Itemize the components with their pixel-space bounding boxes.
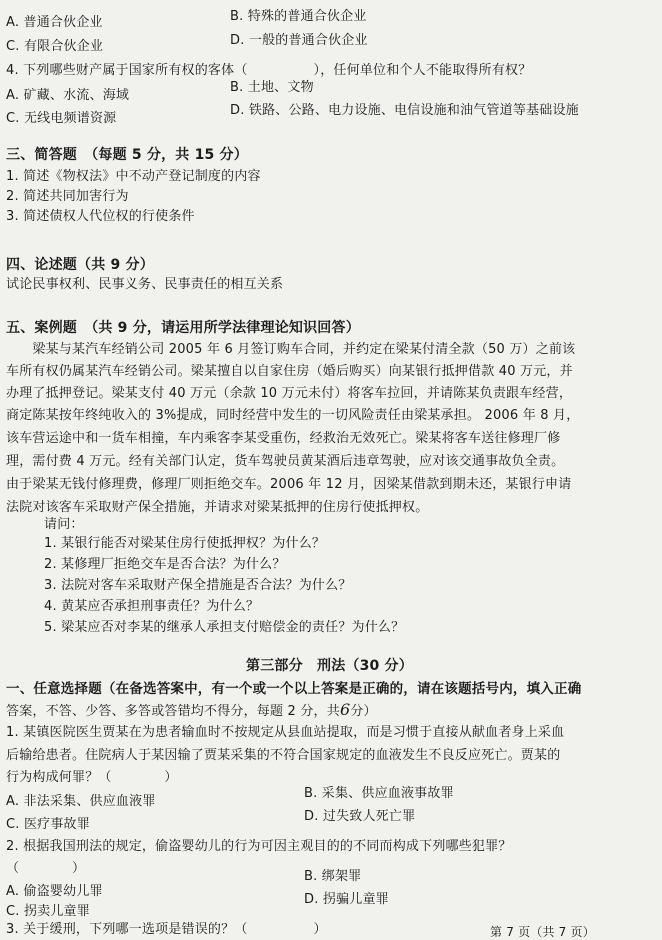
question-4-stem: 4. 下列哪些财产属于国家所有权的客体（ ），任何单位和个人不能取得所有权？ [6, 63, 532, 78]
section-3-item-3: 3. 简述债权人代位权的行使条件 [6, 209, 195, 224]
section-5-heading: 五、案例题 （共 9 分，请运用所学法律理论知识回答） [6, 320, 360, 336]
crim-q1-option-b: B. 采集、供应血液事故罪 [304, 786, 454, 801]
mc-heading-line-2 [6, 702, 377, 720]
option-d: D. 一般的普通合伙企业 [230, 33, 368, 48]
section-4-body: 试论民事权利、民事义务、民事责任的相互关系 [6, 277, 284, 292]
section-3-item-2: 2. 简述共同加害行为 [6, 189, 129, 204]
crim-q2-option-b: B. 绑架罪 [304, 869, 362, 884]
page-footer: 第 7 页（共 7 页） [490, 925, 595, 939]
case-line-7: 由于梁某无钱付修理费，修理厂则拒绝交车。2006 年 12 月，因梁某借款到期未还，某银行申请 [6, 477, 572, 492]
option-b: B. 特殊的普通合伙企业 [230, 9, 367, 24]
case-line-6: 理，需付费 4 万元。经有关部门认定，货车驾驶员黄某酒后违章驾驶，应对该交通事故负全责。 [6, 454, 565, 469]
q4-option-d: D. 铁路、公路、电力设施、电信设施和油气管道等基础设施 [230, 103, 579, 118]
case-line-1: 梁某与某汽车经销公司 2005 年 6 月签订购车合同，并约定在梁某付清全款（50 万）之前该 [6, 342, 576, 357]
section-3-heading: 三、简答题 （每题 5 分，共 15 分） [6, 147, 248, 163]
case-line-3: 办理了抵押登记。梁某支付 40 万元（余款 10 万元未付）将客车拉回，并请陈某负责跟车经营， [6, 386, 573, 401]
case-line-2: 车所有权仍属某汽车经销公司。梁某擅自以自家住房（婚后购买）向某银行抵押借款 40 万元，并 [6, 364, 573, 379]
crim-q2-line-1: 2. 根据我国刑法的规定，偷盗婴幼儿的行为可因主观目的的不同而构成下列哪些犯罪？ [6, 839, 512, 854]
q4-option-c: C. 无线电频谱资源 [6, 111, 117, 126]
option-a: A. 普通合伙企业 [6, 15, 103, 30]
q4-option-a: A. 矿藏、水流、海域 [6, 88, 130, 103]
crim-q1-line-1: 1. 某镇医院医生贾某在为患者输血时不按规定从县血站提取，而是习惯于直接从献血者身上采血 [6, 725, 565, 740]
crim-q1-option-d: D. 过失致人死亡罪 [304, 809, 416, 824]
mc-heading-pre: 答案，不答、少答、多答或答错均不得分，每题 2 分，共 [6, 704, 340, 719]
handwritten-score: 6 [339, 700, 351, 719]
section-3-item-1: 1. 简述《物权法》中不动产登记制度的内容 [6, 169, 261, 184]
questions-label: 请问： [44, 517, 84, 532]
crim-q1-option-c: C. 医疗事故罪 [6, 817, 90, 832]
case-question-2: 2. 某修理厂拒绝交车是否合法？为什么？ [44, 557, 286, 572]
case-question-5: 5. 梁某应否对李某的继承人承担支付赔偿金的责任？为什么？ [44, 620, 405, 635]
case-line-8: 法院对该客车采取财产保全措施，并请求对梁某抵押的住房行使抵押权。 [6, 500, 429, 515]
crim-q1-option-a: A. 非法采集、供应血液罪 [6, 794, 156, 809]
mc-heading-line-1: 一、任意选择题（在备选答案中，有一个或一个以上答案是正确的，请在该题括号内，填入正确 [6, 681, 582, 697]
crim-q2-option-a: A. 偷盗婴幼儿罪 [6, 884, 103, 899]
q4-option-b: B. 土地、文物 [230, 80, 314, 95]
crim-q1-line-3: 行为构成何罪？（ ） [6, 770, 178, 785]
case-line-4: 商定陈某按年终纯收入的 3%提成，同时经营中发生的一切风险责任由梁某承担。 2006 年 8 月， [6, 408, 580, 423]
crim-q2-line-2: （ ） [6, 861, 86, 876]
crim-q2-option-c: C. 拐卖儿童罪 [6, 904, 90, 919]
crim-q1-line-2: 后输给患者。住院病人于某因输了贾某采集的不符合国家规定的血液发生不良反应死亡。贾某的 [6, 748, 561, 763]
case-question-1: 1. 某银行能否对梁某住房行使抵押权？为什么？ [44, 536, 326, 551]
crim-q2-option-d: D. 拐骗儿童罪 [304, 892, 389, 907]
case-line-5: 该车营运途中和一货车相撞，车内乘客李某受重伤，经救治无效死亡。梁某将客车送往修理厂修 [6, 431, 561, 446]
case-question-3: 3. 法院对客车采取财产保全措施是否合法？为什么？ [44, 578, 352, 593]
crim-q3-stem: 3. 关于缓刑，下列哪一选项是错误的？（ ） [6, 922, 327, 937]
option-c: C. 有限合伙企业 [6, 39, 104, 54]
part-3-title: 第三部分 刑法（30 分） [246, 658, 413, 674]
case-question-4: 4. 黄某应否承担刑事责任？为什么？ [44, 599, 260, 614]
mc-heading-post: 分） [350, 704, 377, 719]
section-4-heading: 四、论述题（共 9 分） [6, 257, 154, 273]
